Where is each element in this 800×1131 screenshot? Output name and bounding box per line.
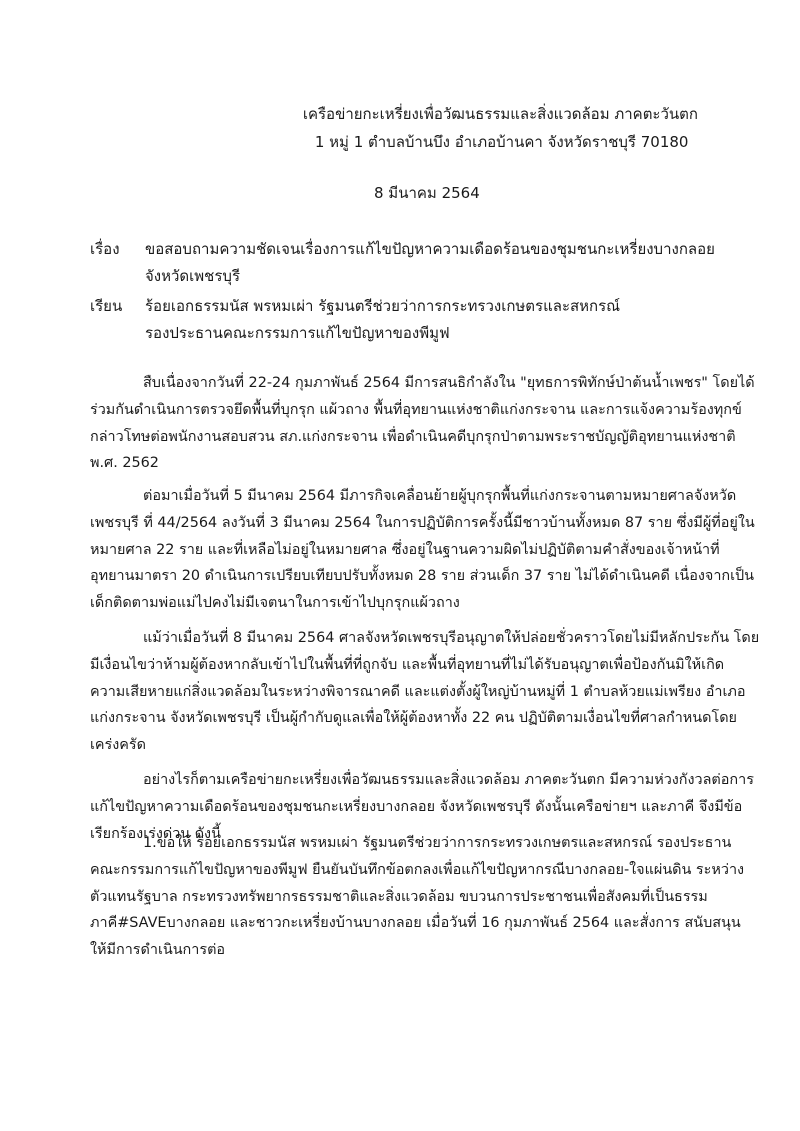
paragraph-3 [90, 625, 760, 759]
recipient-label: เรียน [90, 297, 123, 315]
paragraph-line: คณะกรรมการแก้ไขปัญหาของพีมูฟ ยืนยันบันทึกข้อตกลงเพื่อแก้ไขปัญหากรณีบางกลอย-ใจแผ่นดิน ระหว่าง [90, 861, 745, 878]
paragraph-line: มีเงื่อนไขว่าห้ามผู้ต้องหากลับเข้าไปในพื้นที่ที่ถูกจับ และพื้นที่อุทยานที่ไม่ได้รับอนุญาตเพื่อป้องกันมิให้เกิด [90, 656, 725, 673]
subject-block [90, 236, 715, 290]
paragraph-line: อุทยานมาตรา 20 ดำเนินการเปรียบเทียบปรับทั้งหมด 28 ราย ส่วนเด็ก 37 ราย ไม่ได้ดำเนินคดี เนื่องจากเป็น [90, 568, 754, 585]
paragraph-line: ภาคี#SAVEบางกลอย และชาวกะเหรี่ยงบ้านบางกลอย เมื่อวันที่ 16 กุมภาพันธ์ 2564 และสั่งการ สนับสนุน [90, 915, 741, 932]
paragraph-line: หมายศาล 22 ราย และที่เหลือไม่อยู่ในหมายศาล ซึ่งอยู่ในฐานความผิดไม่ปฏิบัติตามคำสั่งของเจ้าหน้าที่ [90, 541, 720, 558]
paragraph-line: ต่อมาเมื่อวันที่ 5 มีนาคม 2564 มีภารกิจเคลื่อนย้ายผู้บุกรุกพื้นที่แก่งกระจานตามหมายศาลจังหวัด [143, 488, 737, 504]
paragraph-line: แก้ไขปัญหาความเดือดร้อนของชุมชนกะเหรี่ยงบางกลอย จังหวัดเพชรบุรี ดังนั้นเครือข่ายฯ และภาคี จึงมีข้อ [90, 798, 743, 815]
sender-organization: เครือข่ายกะเหรี่ยงเพื่อวัฒนธรรมและสิ่งแวดล้อม ภาคตะวันตก [302, 105, 698, 123]
paragraph-line: 1.ขอให้ ร้อยเอกธรรมนัส พรหมเผ่า รัฐมนตรีช่วยว่าการกระทรวงเกษตรและสหกรณ์ รองประธาน [143, 835, 732, 851]
letter-date: 8 มีนาคม 2564 [374, 184, 480, 202]
recipient-block [90, 293, 620, 347]
paragraph-line: แก่งกระจาน จังหวัดเพชรบุรี เป็นผู้กำกับดูแลเพื่อให้ผู้ต้องหาทั้ง 22 คน ปฏิบัติตามเงื่อนไขที่ศาลกำหนดโดย [90, 710, 737, 727]
recipient-line-2: รองประธานคณะกรรมการแก้ไขปัญหาของพีมูฟ [145, 324, 450, 342]
paragraph-2 [90, 483, 755, 617]
sender-address: 1 หมู่ 1 ตำบลบ้านบึง อำเภอบ้านคา จังหวัดราชบุรี 70180 [314, 133, 689, 151]
paragraph-line: ร่วมกันดำเนินการตรวจยึดพื้นที่บุกรุก แผ้วถาง พื้นที่อุทยานแห่งชาติแก่งกระจาน และการแจ้งความร้องทุกข์ [90, 401, 742, 418]
paragraph-line: เคร่งครัด [90, 737, 147, 754]
paragraph-1 [90, 370, 755, 477]
paragraph-line: เด็กติดตามพ่อแม่ไปคงไม่มีเจตนาในการเข้าไปบุกรุกแผ้วถาง [90, 595, 460, 612]
paragraph-5 [90, 830, 745, 964]
paragraph-line: กล่าวโทษต่อพนักงานสอบสวน สภ.แก่งกระจาน เพื่อดำเนินคดีบุกรุกป่าตามพระราชบัญญัติอุทยานแห่งชาติ [90, 428, 736, 445]
paragraph-line: ความเสียหายแก่สิ่งแวดล้อมในระหว่างพิจารณาคดี และแต่งตั้งผู้ใหญ่บ้านหมู่ที่ 1 ตำบลห้วยแม่เพรียง อำเภอ [90, 683, 746, 700]
subject-label: เรื่อง [90, 240, 120, 258]
subject-line-1: ขอสอบถามความชัดเจนเรื่องการแก้ไขปัญหาความเดือดร้อนของชุมชนกะเหรี่ยงบางกลอย [145, 240, 715, 258]
paragraph-line: พ.ศ. 2562 [90, 455, 159, 472]
subject-line-2: จังหวัดเพชรบุรี [145, 267, 240, 285]
paragraph-line: ให้มีการดำเนินการต่อ [90, 942, 226, 959]
paragraph-line: อย่างไรก็ตามเครือข่ายกะเหรี่ยงเพื่อวัฒนธรรมและสิ่งแวดล้อม ภาคตะวันตก มีความห่วงกังวลต่อการ [143, 772, 754, 788]
paragraph-line: ตัวแทนรัฐบาล กระทรวงทรัพยากรธรรมชาติและสิ่งแวดล้อม ขบวนการประชาชนเพื่อสังคมที่เป็นธรรม [90, 888, 708, 905]
recipient-line-1: ร้อยเอกธรรมนัส พรหมเผ่า รัฐมนตรีช่วยว่าการกระทรวงเกษตรและสหกรณ์ [145, 297, 621, 315]
paragraph-line: เพชรบุรี ที่ 44/2564 ลงวันที่ 3 มีนาคม 2564 ในการปฏิบัติการครั้งนี้มีชาวบ้านทั้งหมด 87 ราย ซึ่งมีผู้ที่อยู่ใน [90, 514, 755, 531]
sender-block [303, 100, 698, 156]
paragraph-line: แม้ว่าเมื่อวันที่ 8 มีนาคม 2564 ศาลจังหวัดเพชรบุรีอนุญาตให้ปล่อยชั่วคราวโดยไม่มีหลักประกัน โดย [143, 630, 760, 646]
paragraph-line: สืบเนื่องจากวันที่ 22-24 กุมภาพันธ์ 2564 มีการสนธิกำลังใน "ยุทธการพิทักษ์ป่าต้นน้ำเพชร" โดยได้ [143, 375, 755, 391]
paragraph-line: เรียกร้องเร่งด่วน ดังนี้ [90, 825, 221, 842]
